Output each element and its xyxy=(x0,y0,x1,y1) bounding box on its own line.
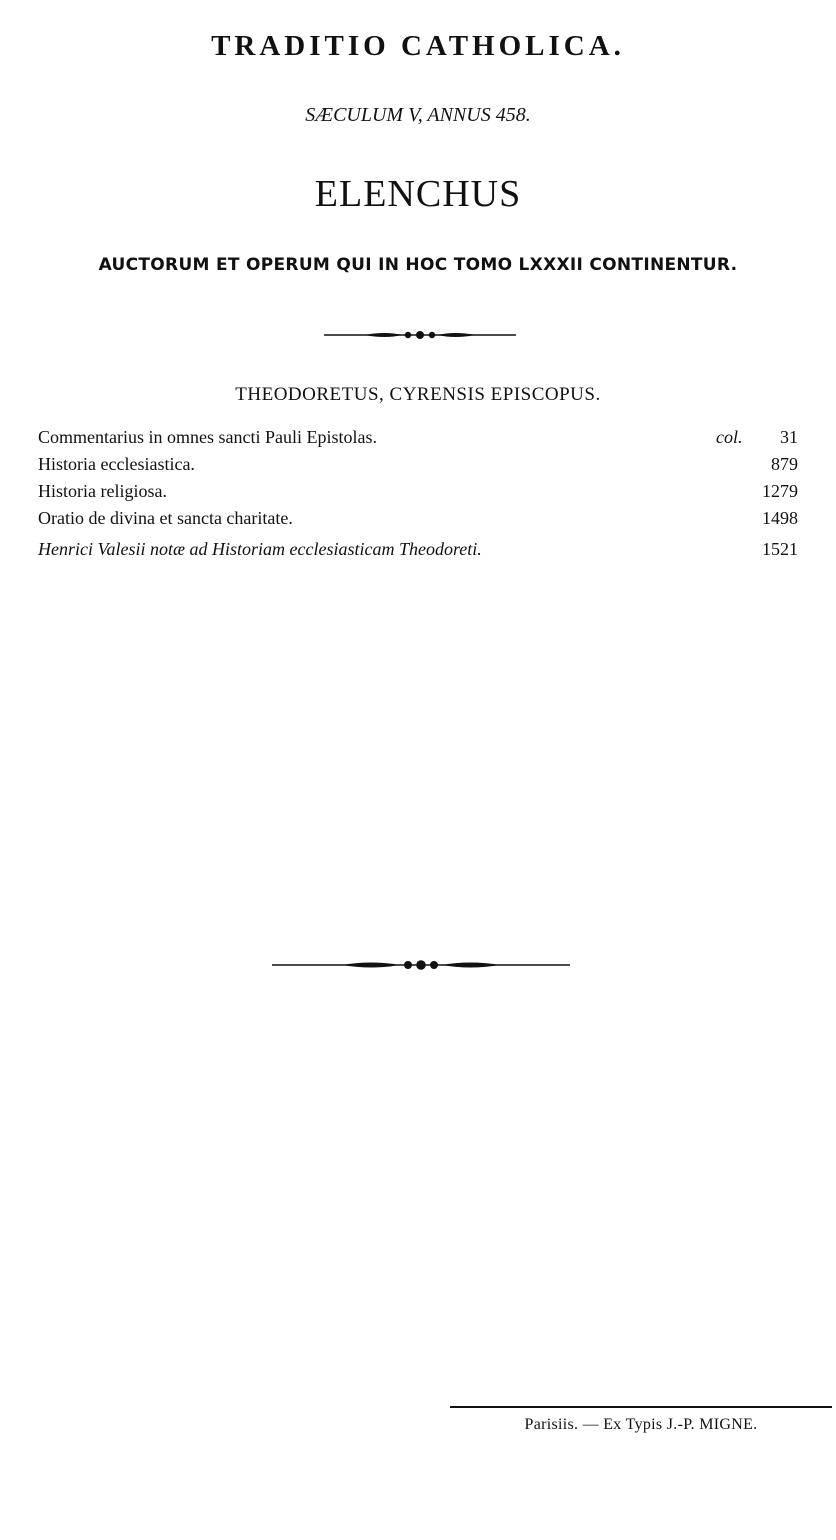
main-title: ELENCHUS xyxy=(314,173,522,215)
table-of-contents xyxy=(38,426,798,565)
toc-column-number: 1521 xyxy=(762,539,798,559)
toc-entry xyxy=(38,538,798,565)
toc-entry-title: Historia ecclesiastica. xyxy=(38,454,195,474)
toc-entry xyxy=(38,480,798,507)
subtitle: AUCTORUM ET OPERUM QUI IN HOC TOMO LXXXII CONTINENTUR. xyxy=(98,255,738,275)
toc-entry-title: Commentarius in omnes sancti Pauli Epistolas. xyxy=(38,427,377,447)
top-ornament xyxy=(324,326,516,344)
toc-entry-title: Henrici Valesii notæ ad Historiam ecclesiasticam Theodoreti. xyxy=(38,539,482,559)
series-title: TRADITIO CATHOLICA. xyxy=(211,30,625,62)
toc-column-label: col. xyxy=(716,427,743,447)
toc-entry-title: Oratio de divina et sancta charitate. xyxy=(38,508,293,528)
era-line: SÆCULUM V, ANNUS 458. xyxy=(305,104,531,126)
printer-imprint: Parisiis. — Ex Typis J.-P. MIGNE. xyxy=(524,1416,758,1433)
footer-rule xyxy=(450,1406,832,1408)
toc-column-number: 31 xyxy=(780,427,798,447)
toc-entry-title: Historia religiosa. xyxy=(38,481,167,501)
toc-entry xyxy=(38,507,798,534)
author-heading: THEODORETUS, CYRENSIS EPISCOPUS. xyxy=(235,384,601,405)
toc-column-number: 879 xyxy=(771,454,798,474)
toc-column-number: 1498 xyxy=(762,508,798,528)
toc-entry xyxy=(38,453,798,480)
bottom-ornament xyxy=(272,955,570,975)
toc-entry xyxy=(38,426,798,453)
toc-column-number: 1279 xyxy=(762,481,798,501)
